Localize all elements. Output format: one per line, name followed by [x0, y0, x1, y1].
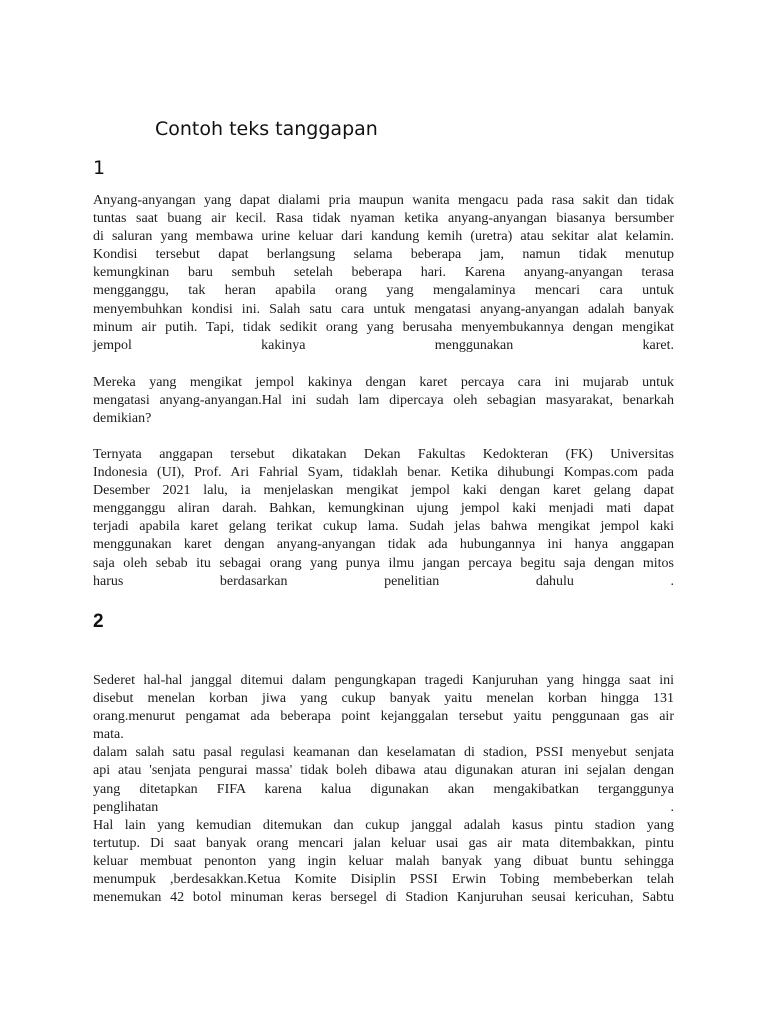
text-line: terjadi apabila karet gelang terikat cukup lama. Sudah jelas bahwa mengikat jempol kaki [93, 519, 674, 535]
text-line: Ternyata anggapan tersebut dikatakan Dekan Fakultas Kedokteran (FK) Universitas [93, 447, 674, 462]
text-line: Kondisi tersebut dapat berlangsung selama beberapa jam, namun tidak menutup [93, 247, 674, 263]
text-line: menemukan 42 botol minuman keras bersegel di Stadion Kanjuruhan seusai kericuhan, Sabtu [93, 890, 674, 906]
text-line: tuntas saat buang air kecil. Rasa tidak nyaman ketika anyang-anyangan biasanya bersumber [93, 211, 674, 227]
text-line: menyembuhkan kondisi ini. Salah satu cara untuk mengatasi anyang-anyangan adalah banyak [93, 301, 674, 317]
text-line: orang.menurut pengamat ada beberapa point kejanggalan tersebut yaitu penggunaan gas air [93, 709, 674, 725]
text-line: keluar membuat penonton yang ingin keluar malah banyak yang dibuat buntu sehingga [93, 853, 674, 869]
text-line: menumpuk ,berdesakkan.Ketua Komite Disiplin PSSI Erwin Tobing membeberkan telah [93, 872, 674, 888]
text-line: harus berdasarkan penelitian dahulu . [93, 573, 674, 589]
text-line: kemungkinan baru sembuh setelah beberapa hari. Karena anyang-anyangan terasa [93, 265, 674, 281]
text-line: mata. [93, 727, 124, 743]
text-line: Mereka yang mengikat jempol kakinya dengan karet percaya cara ini mujarab untuk [93, 375, 674, 390]
document-title: Contoh teks tanggapan [155, 118, 378, 140]
text-line: Desember 2021 lalu, ia menjelaskan mengikat jempol kaki dengan karet gelang dapat [93, 483, 674, 499]
text-line: disebut menelan korban jiwa yang cukup banyak yaitu menelan korban hingga 131 [93, 691, 674, 707]
text-line: mengganggu, tak heran apabila orang yang mengalaminya mencari cara untuk [93, 283, 674, 299]
section-2-number: 2 [93, 611, 104, 632]
text-line: api atau 'senjata pengurai massa' tidak boleh dibawa atau digunakan aturan ini sejalan dengan [93, 763, 674, 779]
text-line: Hal lain yang kemudian ditemukan dan cukup janggal adalah kasus pintu stadion yang [93, 817, 674, 833]
text-line: dalam salah satu pasal regulasi keamanan dan keselamatan di stadion, PSSI menyebut senjata [93, 745, 674, 761]
section-1-paragraph-2 [93, 374, 674, 428]
section-1-paragraph-1 [93, 192, 674, 355]
text-line: Indonesia (UI), Prof. Ari Fahrial Syam, tidaklah benar. Ketika dihubungi Kompas.com pada [93, 465, 674, 481]
text-line: mengganggu aliran darah. Bahkan, kemungkinan ujung jempol kaki menjadi mati dapat [93, 501, 674, 517]
text-line: demikian? [93, 411, 152, 427]
section-2-paragraph-1 [93, 672, 674, 907]
text-line: Sederet hal-hal janggal ditemui dalam pengungkapan tragedi Kanjuruhan yang hingga saat ini [93, 673, 674, 688]
text-line: di saluran yang membawa urine keluar dari kandung kemih (uretra) atau sekitar alat kelamin. [93, 229, 674, 245]
section-1-number: 1 [93, 157, 106, 179]
text-line: minum air putih. Tapi, tidak sedikit orang yang berusaha menyembukannya dengan mengikat [93, 319, 674, 335]
text-line: mengatasi anyang-anyangan.Hal ini sudah lam dipercaya oleh sebagian masyarakat, benarkah [93, 393, 674, 409]
text-line: tertutup. Di saat banyak orang mencari jalan keluar usai gas air mata ditembakkan, pintu [93, 835, 674, 851]
text-line: jempol kakinya menggunakan karet. [93, 337, 674, 353]
text-line: Anyang-anyangan yang dapat dialami pria maupun wanita mengacu pada rasa sakit dan tidak [93, 193, 674, 208]
text-line: penglihatan . [93, 799, 674, 815]
text-line: yang ditetapkan FIFA karena kalua digunakan akan mengakibatkan terganggunya [93, 781, 674, 797]
text-line: saja oleh sebab itu sebagai orang yang punya ilmu jangan percaya begitu saja dengan mitos [93, 555, 674, 571]
text-line: menggunakan karet dengan anyang-anyangan tidak ada hubungannya ini hanya anggapan [93, 537, 674, 553]
section-1-paragraph-3 [93, 446, 674, 591]
